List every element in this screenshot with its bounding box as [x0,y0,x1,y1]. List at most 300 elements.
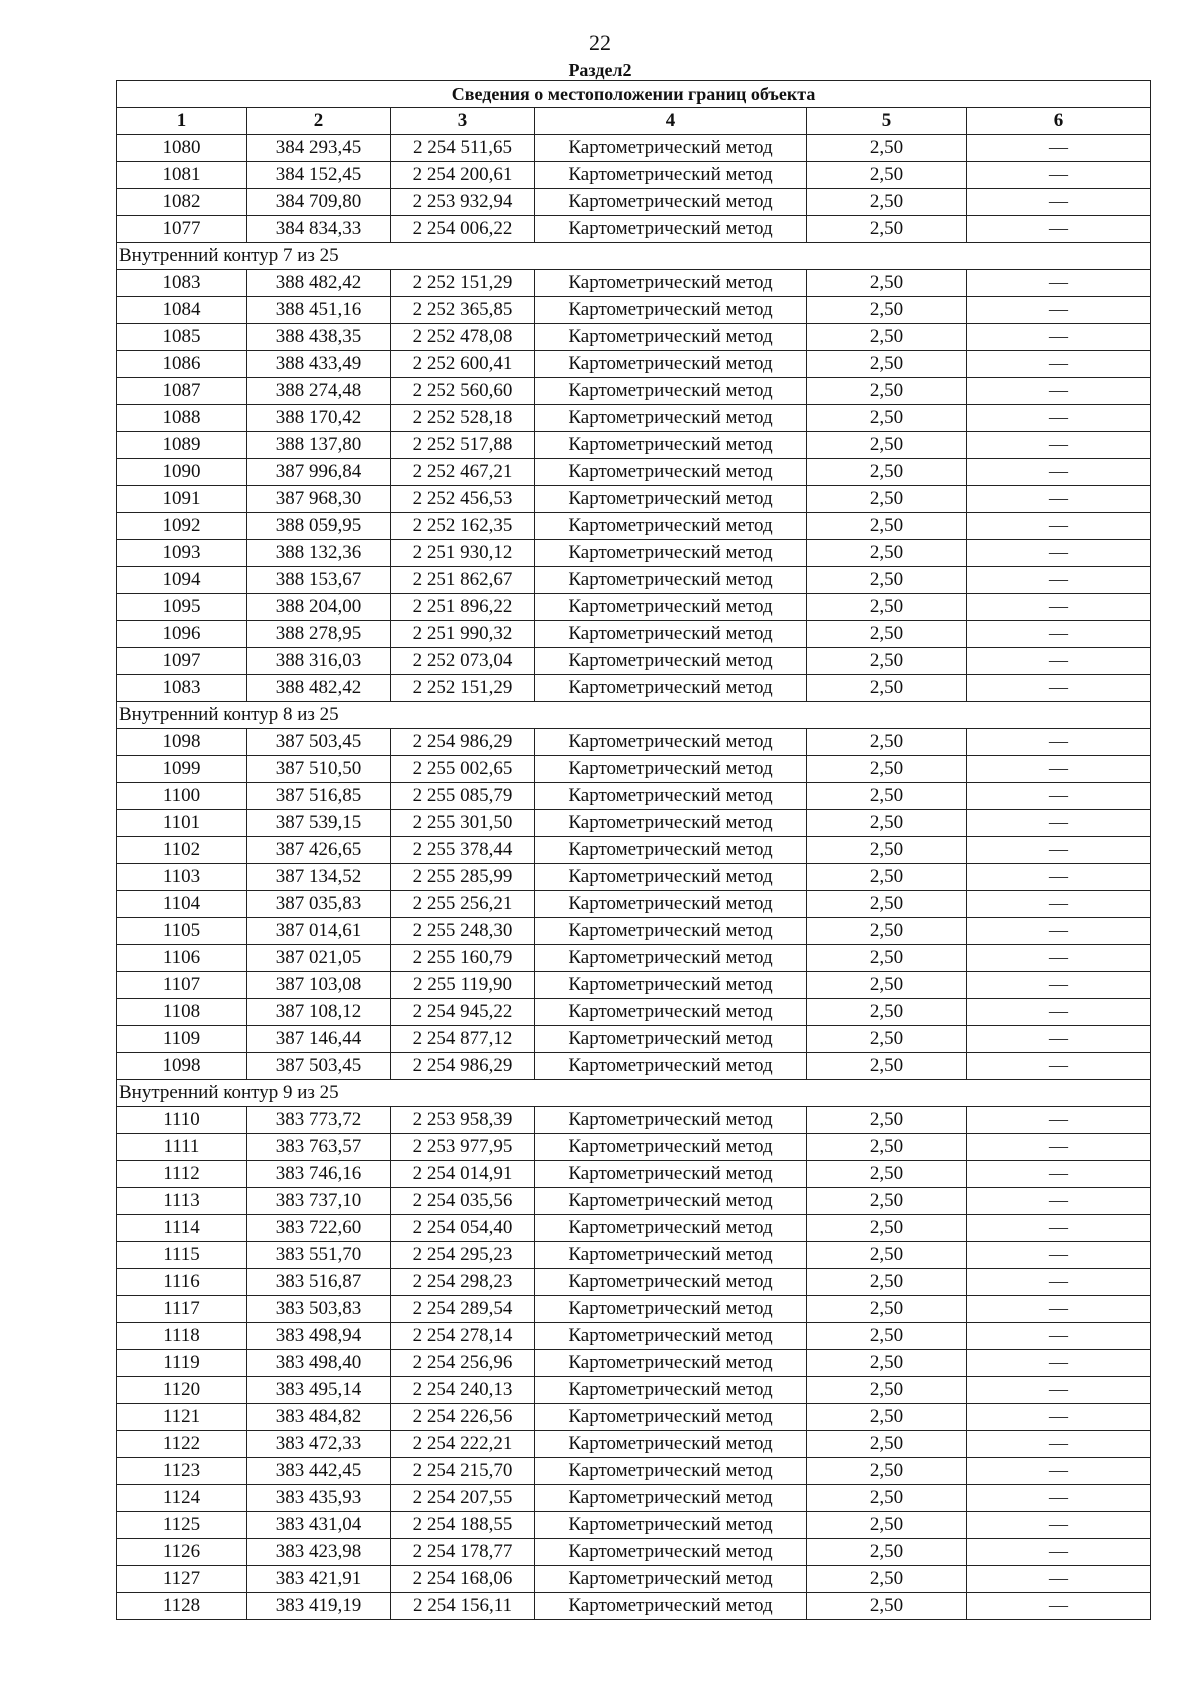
cell-point-number: 1117 [117,1296,247,1323]
table-row [117,351,1151,378]
table-body [117,135,1151,1620]
cell-coordinate-y: 2 254 222,21 [391,1431,535,1458]
cell-accuracy: 2,50 [807,729,967,756]
cell-accuracy: 2,50 [807,1539,967,1566]
cell-coordinate-y: 2 254 295,23 [391,1242,535,1269]
cell-description: — [967,432,1151,459]
cell-description: — [967,675,1151,702]
cell-description: — [967,1512,1151,1539]
table-row [117,783,1151,810]
cell-point-number: 1118 [117,1323,247,1350]
cell-coordinate-x: 388 482,42 [247,270,391,297]
cell-accuracy: 2,50 [807,1053,967,1080]
cell-coordinate-y: 2 254 289,54 [391,1296,535,1323]
cell-method: Картометрический метод [535,1323,807,1350]
cell-coordinate-x: 388 170,42 [247,405,391,432]
cell-accuracy: 2,50 [807,837,967,864]
table-row [117,1269,1151,1296]
cell-accuracy: 2,50 [807,324,967,351]
cell-coordinate-x: 387 134,52 [247,864,391,891]
cell-coordinate-y: 2 254 226,56 [391,1404,535,1431]
cell-coordinate-y: 2 254 240,13 [391,1377,535,1404]
table-row [117,999,1151,1026]
cell-coordinate-y: 2 254 014,91 [391,1161,535,1188]
cell-method: Картометрический метод [535,567,807,594]
table-row [117,1215,1151,1242]
cell-accuracy: 2,50 [807,540,967,567]
cell-point-number: 1080 [117,135,247,162]
cell-method: Картометрический метод [535,1593,807,1620]
cell-point-number: 1096 [117,621,247,648]
table-row [117,918,1151,945]
cell-method: Картометрический метод [535,1188,807,1215]
cell-accuracy: 2,50 [807,783,967,810]
table-row [117,135,1151,162]
cell-description: — [967,540,1151,567]
table-row [117,1566,1151,1593]
cell-coordinate-y: 2 254 156,11 [391,1593,535,1620]
cell-accuracy: 2,50 [807,999,967,1026]
cell-accuracy: 2,50 [807,945,967,972]
cell-description: — [967,1242,1151,1269]
cell-point-number: 1127 [117,1566,247,1593]
cell-accuracy: 2,50 [807,1269,967,1296]
page-number: 22 [589,30,611,55]
table-row [117,216,1151,243]
cell-method: Картометрический метод [535,324,807,351]
cell-coordinate-y: 2 254 877,12 [391,1026,535,1053]
cell-point-number: 1095 [117,594,247,621]
cell-point-number: 1090 [117,459,247,486]
cell-coordinate-x: 383 763,57 [247,1134,391,1161]
cell-method: Картометрический метод [535,162,807,189]
cell-method: Картометрический метод [535,540,807,567]
cell-method: Картометрический метод [535,1539,807,1566]
cell-method: Картометрический метод [535,1431,807,1458]
cell-coordinate-x: 383 498,40 [247,1350,391,1377]
cell-point-number: 1115 [117,1242,247,1269]
cell-point-number: 1120 [117,1377,247,1404]
cell-method: Картометрический метод [535,1350,807,1377]
cell-description: — [967,1458,1151,1485]
cell-accuracy: 2,50 [807,1431,967,1458]
cell-coordinate-y: 2 252 456,53 [391,486,535,513]
cell-description: — [967,324,1151,351]
cell-coordinate-y: 2 255 285,99 [391,864,535,891]
table-row [117,1107,1151,1134]
cell-method: Картометрический метод [535,135,807,162]
cell-accuracy: 2,50 [807,216,967,243]
cell-description: — [967,1107,1151,1134]
cell-coordinate-y: 2 254 188,55 [391,1512,535,1539]
cell-coordinate-x: 387 516,85 [247,783,391,810]
cell-coordinate-x: 383 484,82 [247,1404,391,1431]
cell-description: — [967,216,1151,243]
cell-point-number: 1104 [117,891,247,918]
cell-coordinate-y: 2 255 301,50 [391,810,535,837]
cell-accuracy: 2,50 [807,1296,967,1323]
cell-coordinate-y: 2 255 085,79 [391,783,535,810]
cell-method: Картометрический метод [535,1485,807,1512]
cell-coordinate-y: 2 255 160,79 [391,945,535,972]
cell-description: — [967,1539,1151,1566]
cell-description: — [967,999,1151,1026]
cell-coordinate-y: 2 254 178,77 [391,1539,535,1566]
cell-method: Картометрический метод [535,378,807,405]
cell-method: Картометрический метод [535,1512,807,1539]
column-header: 1 [117,108,247,135]
contour-row [117,1080,1151,1107]
table-row [117,1026,1151,1053]
cell-description: — [967,189,1151,216]
cell-coordinate-x: 384 152,45 [247,162,391,189]
cell-coordinate-y: 2 251 930,12 [391,540,535,567]
cell-coordinate-y: 2 252 467,21 [391,459,535,486]
cell-point-number: 1107 [117,972,247,999]
cell-point-number: 1093 [117,540,247,567]
cell-description: — [967,297,1151,324]
cell-method: Картометрический метод [535,1242,807,1269]
cell-method: Картометрический метод [535,1377,807,1404]
cell-coordinate-y: 2 254 035,56 [391,1188,535,1215]
cell-point-number: 1084 [117,297,247,324]
cell-point-number: 1119 [117,1350,247,1377]
cell-point-number: 1103 [117,864,247,891]
cell-point-number: 1092 [117,513,247,540]
contour-label: Внутренний контур 7 из 25 [117,243,1151,270]
table-row [117,1593,1151,1620]
cell-coordinate-y: 2 255 248,30 [391,918,535,945]
cell-description: — [967,864,1151,891]
cell-method: Картометрический метод [535,756,807,783]
cell-point-number: 1097 [117,648,247,675]
cell-point-number: 1083 [117,675,247,702]
cell-accuracy: 2,50 [807,513,967,540]
cell-accuracy: 2,50 [807,378,967,405]
table-row [117,891,1151,918]
cell-coordinate-x: 383 495,14 [247,1377,391,1404]
cell-coordinate-x: 388 137,80 [247,432,391,459]
cell-accuracy: 2,50 [807,1215,967,1242]
cell-coordinate-x: 387 539,15 [247,810,391,837]
cell-method: Картометрический метод [535,972,807,999]
cell-coordinate-x: 387 503,45 [247,729,391,756]
cell-coordinate-x: 383 516,87 [247,1269,391,1296]
cell-point-number: 1094 [117,567,247,594]
cell-description: — [967,567,1151,594]
cell-method: Картометрический метод [535,837,807,864]
cell-coordinate-x: 388 482,42 [247,675,391,702]
cell-accuracy: 2,50 [807,1512,967,1539]
cell-method: Картометрический метод [535,648,807,675]
cell-method: Картометрический метод [535,513,807,540]
cell-method: Картометрический метод [535,1215,807,1242]
table-row [117,513,1151,540]
cell-coordinate-y: 2 255 002,65 [391,756,535,783]
cell-coordinate-x: 388 132,36 [247,540,391,567]
table-row [117,729,1151,756]
cell-description: — [967,270,1151,297]
cell-coordinate-y: 2 254 986,29 [391,729,535,756]
cell-method: Картометрический метод [535,729,807,756]
cell-coordinate-y: 2 255 119,90 [391,972,535,999]
cell-coordinate-y: 2 252 073,04 [391,648,535,675]
cell-coordinate-y: 2 254 511,65 [391,135,535,162]
cell-description: — [967,918,1151,945]
cell-accuracy: 2,50 [807,594,967,621]
table-row [117,972,1151,999]
cell-accuracy: 2,50 [807,297,967,324]
cell-description: — [967,810,1151,837]
cell-coordinate-x: 387 426,65 [247,837,391,864]
cell-point-number: 1102 [117,837,247,864]
cell-description: — [967,756,1151,783]
cell-coordinate-y: 2 254 168,06 [391,1566,535,1593]
contour-row [117,702,1151,729]
cell-coordinate-y: 2 252 151,29 [391,675,535,702]
cell-point-number: 1111 [117,1134,247,1161]
cell-coordinate-x: 383 423,98 [247,1539,391,1566]
cell-method: Картометрический метод [535,1053,807,1080]
cell-method: Картометрический метод [535,918,807,945]
cell-description: — [967,513,1151,540]
cell-coordinate-x: 387 968,30 [247,486,391,513]
table-row [117,945,1151,972]
cell-coordinate-x: 388 153,67 [247,567,391,594]
cell-description: — [967,1566,1151,1593]
cell-coordinate-y: 2 253 932,94 [391,189,535,216]
cell-coordinate-y: 2 253 958,39 [391,1107,535,1134]
cell-point-number: 1114 [117,1215,247,1242]
cell-point-number: 1091 [117,486,247,513]
cell-method: Картометрический метод [535,783,807,810]
cell-accuracy: 2,50 [807,675,967,702]
cell-accuracy: 2,50 [807,1107,967,1134]
cell-coordinate-x: 384 709,80 [247,189,391,216]
table-row [117,1161,1151,1188]
table-row [117,1350,1151,1377]
cell-accuracy: 2,50 [807,1458,967,1485]
cell-description: — [967,351,1151,378]
section-label: Раздел2 [568,60,632,80]
cell-accuracy: 2,50 [807,621,967,648]
table-row [117,864,1151,891]
cell-coordinate-x: 387 510,50 [247,756,391,783]
table-row [117,756,1151,783]
cell-description: — [967,1053,1151,1080]
cell-coordinate-x: 384 834,33 [247,216,391,243]
cell-method: Картометрический метод [535,297,807,324]
cell-point-number: 1082 [117,189,247,216]
cell-accuracy: 2,50 [807,1404,967,1431]
cell-method: Картометрический метод [535,864,807,891]
cell-accuracy: 2,50 [807,351,967,378]
cell-point-number: 1101 [117,810,247,837]
cell-coordinate-x: 383 442,45 [247,1458,391,1485]
cell-coordinate-x: 388 433,49 [247,351,391,378]
cell-accuracy: 2,50 [807,810,967,837]
cell-coordinate-y: 2 254 054,40 [391,1215,535,1242]
cell-description: — [967,1593,1151,1620]
table-row [117,567,1151,594]
cell-point-number: 1083 [117,270,247,297]
cell-point-number: 1098 [117,729,247,756]
cell-accuracy: 2,50 [807,486,967,513]
cell-accuracy: 2,50 [807,756,967,783]
cell-point-number: 1124 [117,1485,247,1512]
cell-coordinate-x: 383 421,91 [247,1566,391,1593]
cell-method: Картометрический метод [535,1107,807,1134]
column-header: 5 [807,108,967,135]
cell-method: Картометрический метод [535,621,807,648]
cell-coordinate-y: 2 254 945,22 [391,999,535,1026]
cell-accuracy: 2,50 [807,1566,967,1593]
cell-coordinate-x: 383 498,94 [247,1323,391,1350]
cell-method: Картометрический метод [535,432,807,459]
cell-coordinate-x: 387 146,44 [247,1026,391,1053]
cell-description: — [967,837,1151,864]
cell-coordinate-y: 2 252 528,18 [391,405,535,432]
cell-description: — [967,1026,1151,1053]
cell-coordinate-x: 388 278,95 [247,621,391,648]
cell-coordinate-x: 387 021,05 [247,945,391,972]
cell-method: Картометрический метод [535,945,807,972]
cell-accuracy: 2,50 [807,162,967,189]
cell-coordinate-x: 388 438,35 [247,324,391,351]
cell-coordinate-y: 2 252 560,60 [391,378,535,405]
cell-coordinate-y: 2 252 162,35 [391,513,535,540]
cell-point-number: 1128 [117,1593,247,1620]
cell-coordinate-y: 2 254 278,14 [391,1323,535,1350]
cell-coordinate-y: 2 252 600,41 [391,351,535,378]
contour-label: Внутренний контур 9 из 25 [117,1080,1151,1107]
table-row [117,837,1151,864]
cell-coordinate-x: 384 293,45 [247,135,391,162]
table-row [117,1296,1151,1323]
cell-coordinate-x: 383 435,93 [247,1485,391,1512]
cell-accuracy: 2,50 [807,135,967,162]
cell-description: — [967,945,1151,972]
table-row [117,1242,1151,1269]
cell-description: — [967,783,1151,810]
cell-point-number: 1109 [117,1026,247,1053]
cell-coordinate-x: 383 503,83 [247,1296,391,1323]
cell-description: — [967,162,1151,189]
table-row [117,1458,1151,1485]
cell-point-number: 1100 [117,783,247,810]
cell-point-number: 1085 [117,324,247,351]
cell-point-number: 1086 [117,351,247,378]
table-row [117,297,1151,324]
cell-method: Картометрический метод [535,1566,807,1593]
cell-coordinate-y: 2 254 006,22 [391,216,535,243]
cell-coordinate-x: 387 108,12 [247,999,391,1026]
cell-point-number: 1098 [117,1053,247,1080]
cell-point-number: 1081 [117,162,247,189]
table-row [117,1431,1151,1458]
cell-point-number: 1105 [117,918,247,945]
table-row [117,648,1151,675]
cell-coordinate-y: 2 254 207,55 [391,1485,535,1512]
cell-method: Картометрический метод [535,351,807,378]
column-header: 6 [967,108,1151,135]
cell-method: Картометрический метод [535,1026,807,1053]
cell-coordinate-y: 2 255 256,21 [391,891,535,918]
cell-method: Картометрический метод [535,216,807,243]
table-header-row [117,108,1151,135]
cell-accuracy: 2,50 [807,567,967,594]
boundary-coordinates-table [116,80,1151,1620]
table-row [117,810,1151,837]
table-row [117,1512,1151,1539]
table-row [117,1377,1151,1404]
cell-description: — [967,1377,1151,1404]
cell-accuracy: 2,50 [807,1188,967,1215]
cell-point-number: 1110 [117,1107,247,1134]
cell-accuracy: 2,50 [807,891,967,918]
column-header: 3 [391,108,535,135]
cell-coordinate-x: 383 737,10 [247,1188,391,1215]
cell-coordinate-y: 2 254 215,70 [391,1458,535,1485]
cell-method: Картометрический метод [535,891,807,918]
cell-method: Картометрический метод [535,486,807,513]
cell-coordinate-y: 2 254 256,96 [391,1350,535,1377]
cell-coordinate-x: 383 419,19 [247,1593,391,1620]
table-row [117,486,1151,513]
cell-description: — [967,1485,1151,1512]
cell-point-number: 1106 [117,945,247,972]
cell-coordinate-y: 2 254 986,29 [391,1053,535,1080]
cell-method: Картометрический метод [535,189,807,216]
cell-method: Картометрический метод [535,594,807,621]
table-title-row [117,81,1151,108]
cell-coordinate-x: 383 722,60 [247,1215,391,1242]
cell-description: — [967,594,1151,621]
cell-accuracy: 2,50 [807,1026,967,1053]
cell-method: Картометрический метод [535,405,807,432]
cell-method: Картометрический метод [535,459,807,486]
cell-point-number: 1116 [117,1269,247,1296]
table-row [117,1053,1151,1080]
cell-accuracy: 2,50 [807,189,967,216]
cell-description: — [967,1215,1151,1242]
cell-point-number: 1087 [117,378,247,405]
cell-accuracy: 2,50 [807,459,967,486]
cell-method: Картометрический метод [535,999,807,1026]
cell-coordinate-x: 387 503,45 [247,1053,391,1080]
contour-label: Внутренний контур 8 из 25 [117,702,1151,729]
cell-coordinate-y: 2 255 378,44 [391,837,535,864]
cell-point-number: 1077 [117,216,247,243]
cell-accuracy: 2,50 [807,864,967,891]
cell-accuracy: 2,50 [807,1485,967,1512]
cell-coordinate-x: 388 451,16 [247,297,391,324]
table-row [117,1485,1151,1512]
cell-accuracy: 2,50 [807,270,967,297]
cell-point-number: 1125 [117,1512,247,1539]
cell-description: — [967,1161,1151,1188]
cell-coordinate-x: 388 204,00 [247,594,391,621]
cell-method: Картометрический метод [535,270,807,297]
column-header: 4 [535,108,807,135]
cell-accuracy: 2,50 [807,1161,967,1188]
cell-point-number: 1099 [117,756,247,783]
cell-point-number: 1108 [117,999,247,1026]
cell-method: Картометрический метод [535,810,807,837]
cell-coordinate-x: 383 551,70 [247,1242,391,1269]
cell-coordinate-y: 2 252 365,85 [391,297,535,324]
cell-coordinate-y: 2 252 151,29 [391,270,535,297]
